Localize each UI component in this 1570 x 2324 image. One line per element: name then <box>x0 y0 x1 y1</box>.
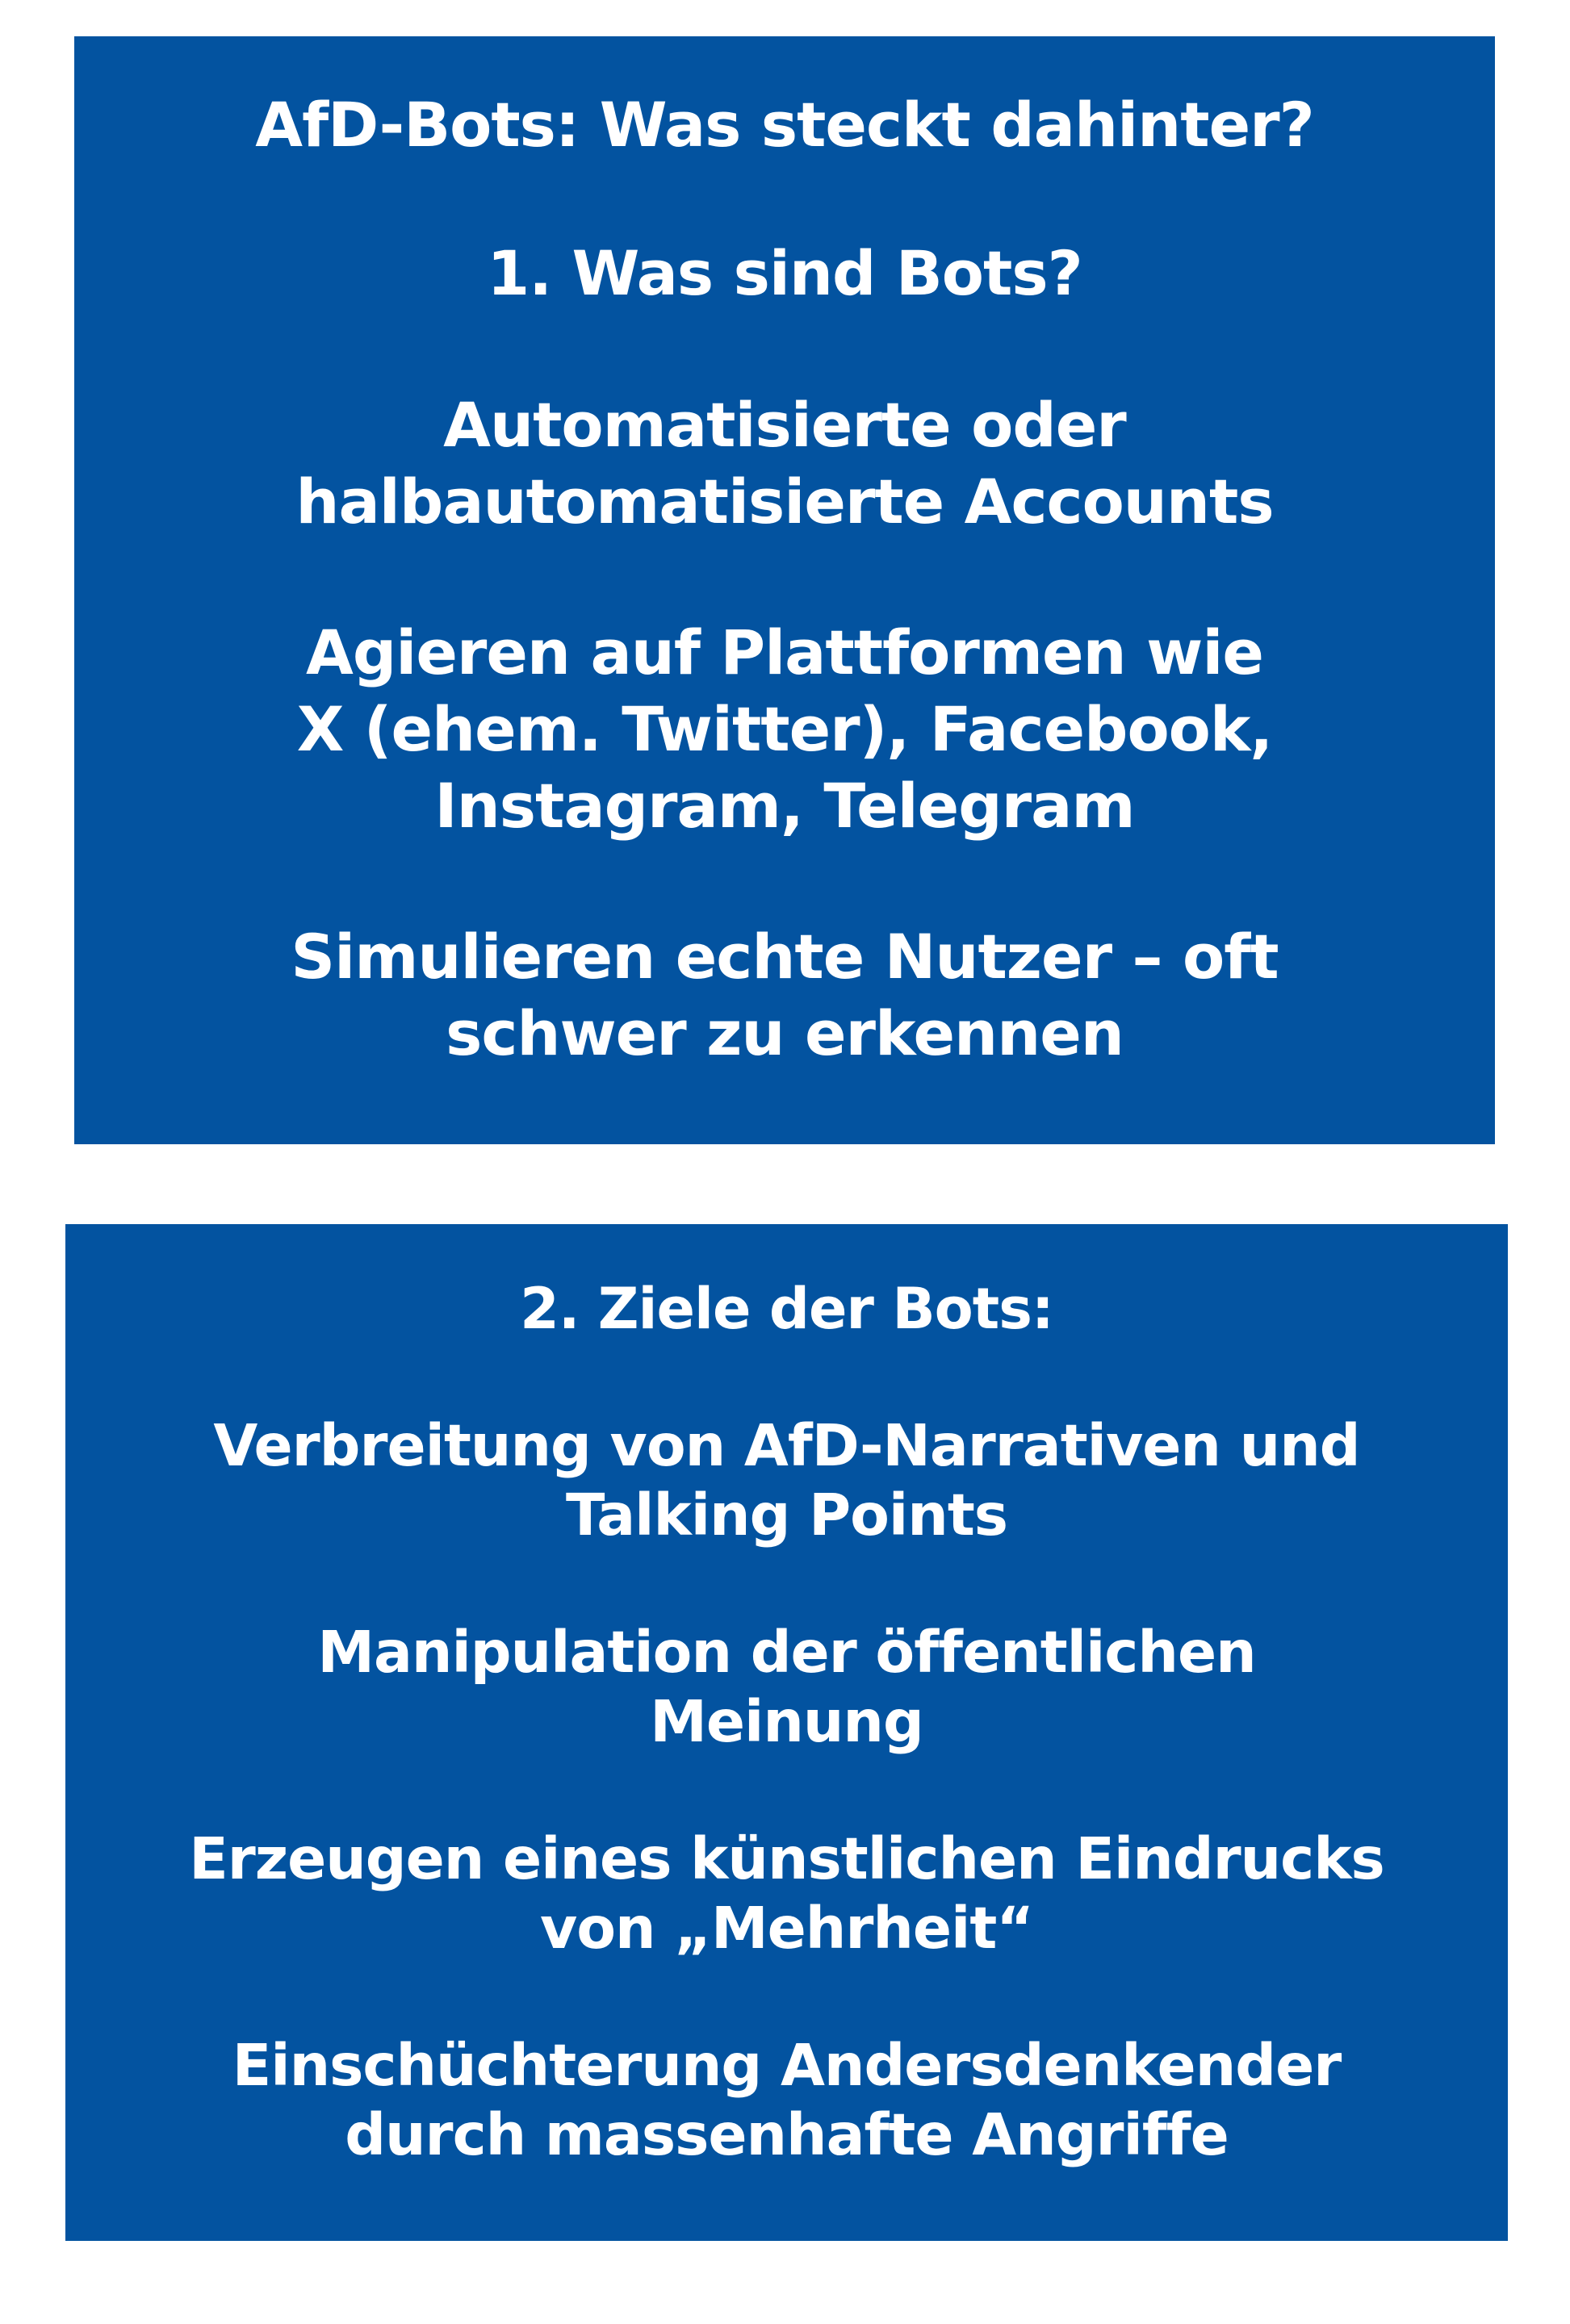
point-line: halbautomatisierte Accounts <box>295 466 1274 537</box>
point-line: Automatisierte oder <box>443 389 1126 461</box>
point-line: X (ehem. Twitter), Facebook, <box>296 693 1273 765</box>
point-line: schwer zu erkennen <box>446 997 1124 1069</box>
info-panel-bot-goals <box>65 1224 1508 2241</box>
point-line: von „Mehrheit“ <box>539 1895 1033 1962</box>
page-title: AfD-Bots: Was steckt dahinter? <box>255 89 1314 161</box>
point-line: Einschüchterung Andersdenkender <box>232 2032 1342 2099</box>
point-simulate-users <box>291 918 1278 1072</box>
point-intimidation <box>232 2031 1341 2170</box>
point-automated-accounts <box>295 387 1273 540</box>
point-manipulate-opinion <box>317 1618 1255 1757</box>
point-line: Instagram, Telegram <box>434 770 1135 842</box>
section-heading-bot-goals: 2. Ziele der Bots: <box>520 1276 1053 1342</box>
point-line: Meinung <box>650 1688 923 1755</box>
point-line: Verbreitung von AfD-Narrativen und <box>213 1412 1360 1479</box>
point-line: durch massenhafte Angriffe <box>345 2101 1229 2168</box>
section-heading-what-are-bots: 1. Was sind Bots? <box>487 237 1082 309</box>
info-panel-bots-definition <box>74 36 1495 1144</box>
point-line: Simulieren echte Nutzer – oft <box>291 921 1279 993</box>
point-line: Talking Points <box>565 1482 1008 1549</box>
point-platforms <box>297 614 1273 844</box>
point-line: Erzeugen eines künstlichen Eindrucks <box>189 1825 1384 1892</box>
point-spread-narratives <box>213 1411 1359 1550</box>
point-fake-majority <box>189 1825 1384 1963</box>
point-line: Manipulation der öffentlichen <box>317 1619 1256 1686</box>
point-line: Agieren auf Plattformen wie <box>306 617 1263 688</box>
